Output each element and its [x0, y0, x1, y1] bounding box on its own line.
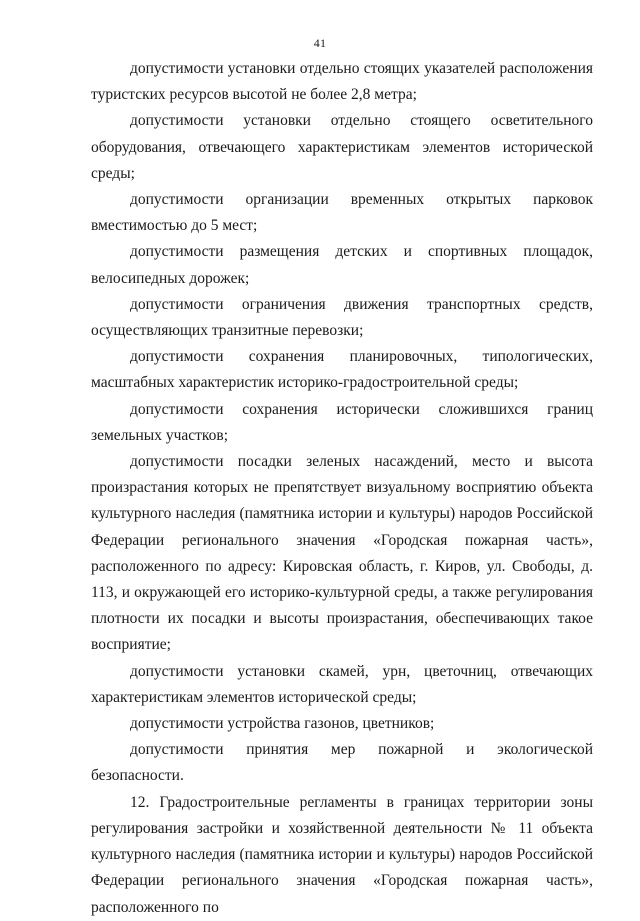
- paragraph-urban-characteristics: допустимости сохранения планировочных, типологических, масштабных характеристик историко-градостроительной среды;: [91, 348, 593, 392]
- paragraph-lawns-flowerbeds: допустимости устройства газонов, цветников;: [130, 715, 435, 733]
- paragraph-benches-urns: допустимости установки скамей, урн, цветочниц, отвечающих характеристикам элементов исторической среды;: [91, 662, 593, 706]
- paragraph-temporary-parking: допустимости организации временных открытых парковок вместимостью до 5 мест;: [91, 191, 593, 235]
- paragraph-transit-traffic-restriction: допустимости ограничения движения транспортных средств, осуществляющих транзитные перевозки;: [91, 295, 593, 340]
- page-number: 41: [313, 36, 327, 50]
- paragraph-fire-ecology-safety: допустимости принятия мер пожарной и экологической безопасности.: [91, 741, 593, 785]
- paragraph-signpost-installation: допустимости установки отдельно стоящих указателей расположения туристских ресурсов высотой не более 2,8 метра;: [91, 60, 593, 104]
- paragraph-lighting-equipment: допустимости установки отдельно стоящего осветительного оборудования, отвечающего характеристикам элементов исторической среды;: [91, 112, 593, 182]
- document-body: [91, 56, 593, 921]
- paragraph-section-12: 12. Градостроительные регламенты в границах территории зоны регулирования застройки и хозяйственной деятельности № 11 объекта культурного наследия (памятника истории и культуры) народов Российской Федерации регионального значения «Городская пожарная часть», расположенного по: [91, 793, 593, 916]
- paragraph-playgrounds-bike-paths: допустимости размещения детских и спортивных площадок, велосипедных дорожек;: [91, 243, 593, 287]
- paragraph-land-plot-boundaries: допустимости сохранения исторически сложившихся границ земельных участков;: [91, 400, 593, 444]
- paragraph-green-planting: допустимости посадки зеленых насаждений, место и высота произрастания которых не препятствует визуальному восприятию объекта культурного наследия (памятника истории и культуры) народов Российской Федерации регионального значения «Городская пожарная часть», расположенного по адресу: Кировская область, г. Киров, ул. Свободы, д. 113, и окружающей его историко-культурной среды, а также регулирования плотности их посадки и высоты произрастания, обеспечивающих такое восприятие;: [91, 453, 593, 654]
